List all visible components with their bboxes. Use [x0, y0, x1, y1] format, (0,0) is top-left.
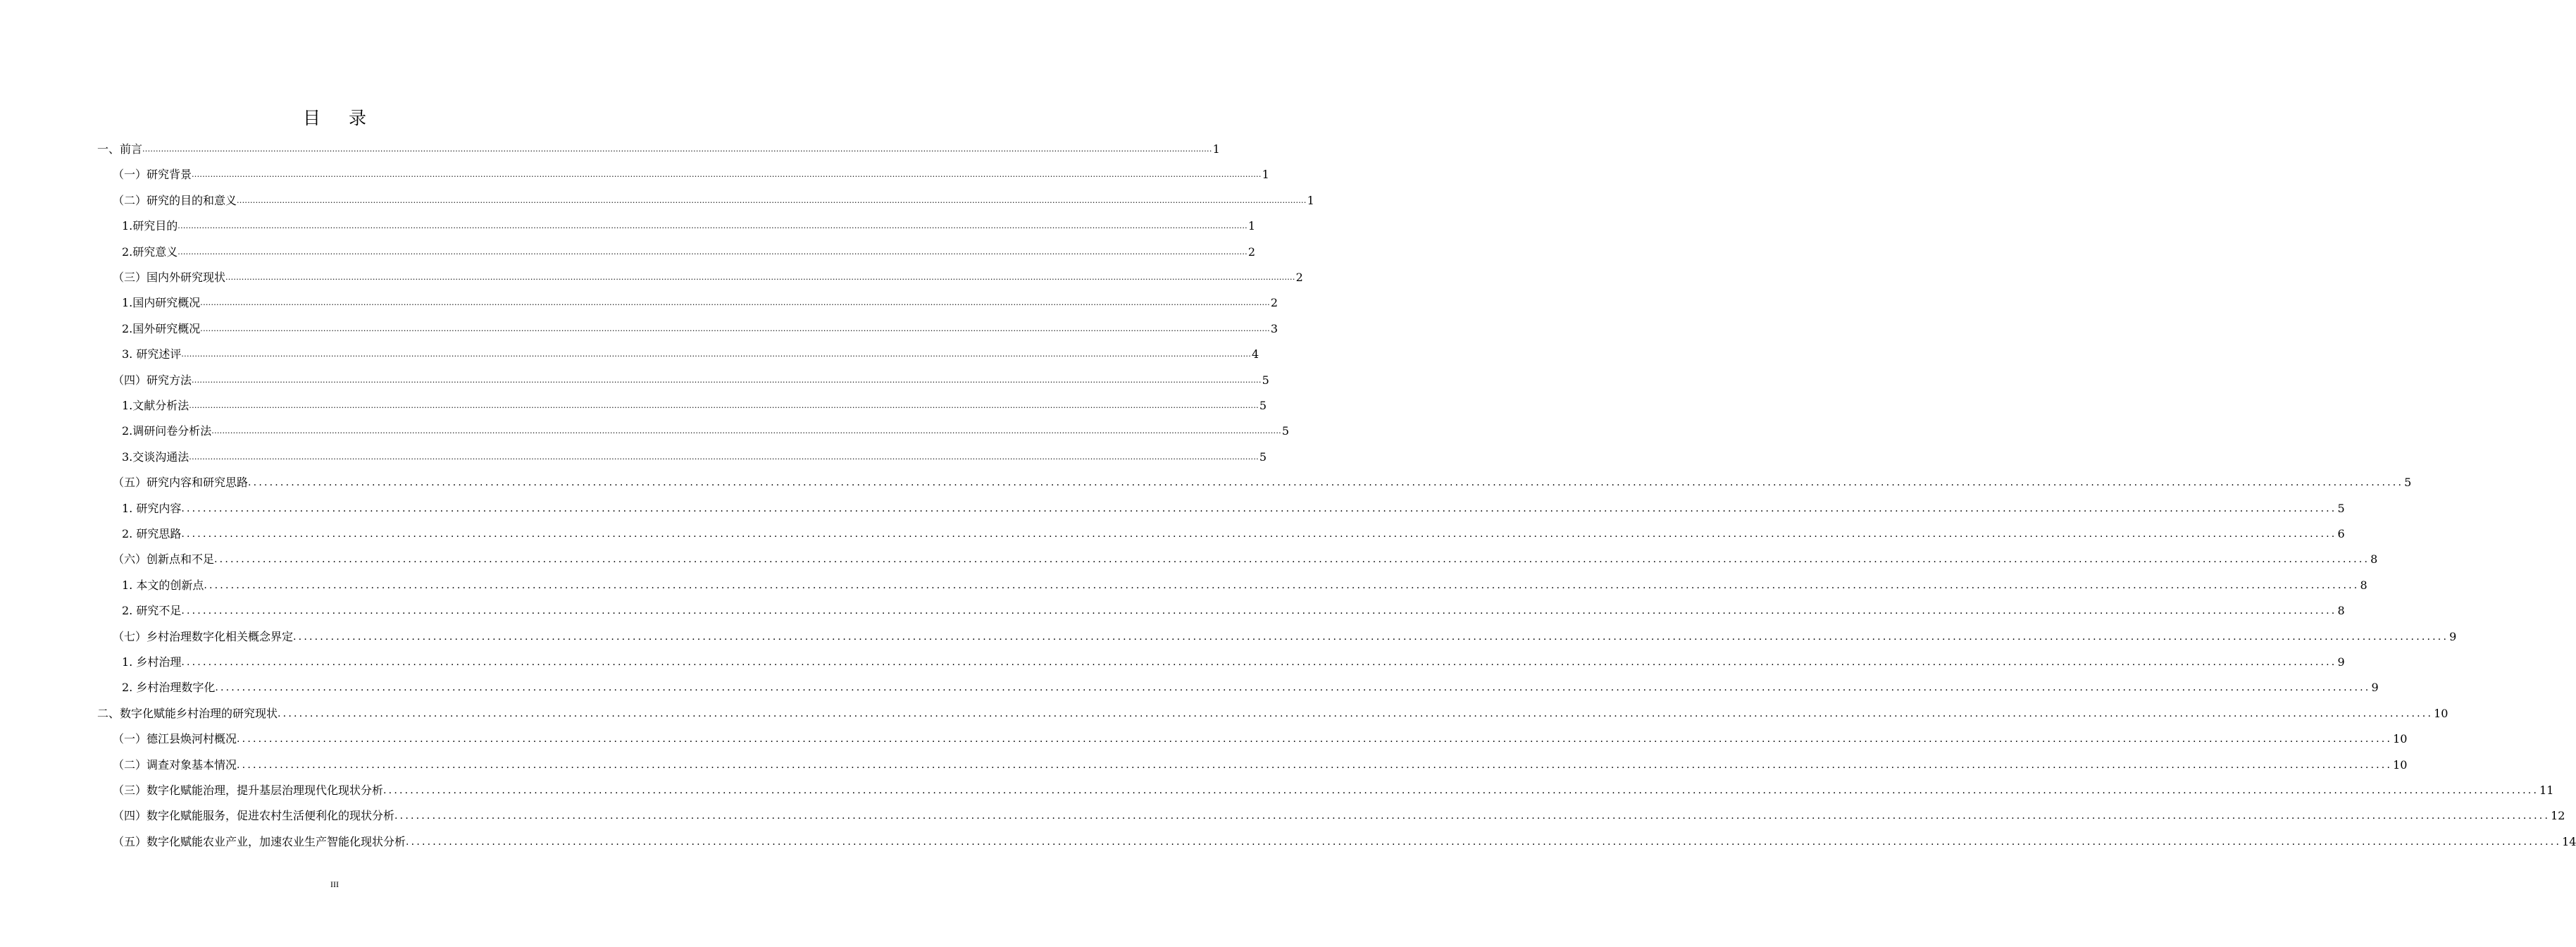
toc-entry-label: 2.调研问卷分析法: [122, 424, 212, 438]
toc-entry-page: 5: [1259, 450, 1267, 464]
toc-entry-page: 5: [2337, 501, 2345, 515]
toc-entry[interactable]: [113, 626, 2457, 644]
toc-entry[interactable]: [122, 318, 1278, 336]
toc-entry-label: 2. 研究不足: [122, 604, 182, 618]
toc-entry[interactable]: [113, 831, 2576, 849]
toc-entry-page: 12: [2551, 809, 2565, 823]
toc-entry-page: 1: [1247, 219, 1256, 233]
toc-entry-label: 3.交谈沟通法: [122, 450, 189, 464]
toc-entry[interactable]: [122, 676, 2379, 695]
toc-leader-dots: ................................................................................................................................................................................................................................................................................................................................................................................................................: [237, 734, 2393, 745]
toc-leader-dots: ................................................................................................................................................................................................................................................................................................................................................................................................................: [181, 605, 2337, 617]
toc-entry[interactable]: [122, 497, 2345, 516]
toc-entry-label: 1.文献分析法: [122, 399, 189, 412]
toc-leader-dots: ................................................................................................................................................................................................................................................................................................................................................................................................................: [189, 452, 1259, 462]
toc-entry-label: 3. 研究述评: [122, 347, 182, 361]
toc-entry-page: 10: [2393, 732, 2408, 746]
toc-entry-page: 5: [1259, 399, 1267, 412]
toc-entry-label: 二、数字化赋能乡村治理的研究现状: [97, 706, 278, 720]
toc-entry[interactable]: [122, 574, 2367, 593]
toc-entry[interactable]: [122, 215, 1256, 233]
toc-leader-dots: ................................................................................................................................................................................................................................................................................................................................................................................................................: [181, 657, 2337, 668]
toc-entry-page: 10: [2434, 706, 2449, 720]
toc-leader-dots: ................................................................................................................................................................................................................................................................................................................................................................................................................: [211, 426, 1281, 436]
toc-leader-dots: ................................................................................................................................................................................................................................................................................................................................................................................................................: [278, 707, 2434, 719]
toc-entry-label: （一）研究背景: [113, 168, 192, 182]
toc-leader-dots: ................................................................................................................................................................................................................................................................................................................................................................................................................: [293, 631, 2449, 643]
toc-leader-dots: ................................................................................................................................................................................................................................................................................................................................................................................................................: [181, 528, 2337, 540]
toc-leader-dots: ................................................................................................................................................................................................................................................................................................................................................................................................................: [406, 836, 2562, 848]
toc-entry-page: 5: [1262, 373, 1269, 387]
page-title: 目 录: [303, 108, 378, 128]
toc-entry-label: （四）研究方法: [113, 373, 192, 387]
toc-entry[interactable]: [122, 600, 2345, 618]
toc-entry-page: 9: [2337, 655, 2345, 669]
toc-entry-label: （三）数字化赋能治理，提升基层治理现代化现状分析: [113, 784, 384, 797]
toc-leader-dots: ................................................................................................................................................................................................................................................................................................................................................................................................................: [189, 401, 1259, 410]
toc-entry[interactable]: [122, 446, 1267, 464]
toc-entry[interactable]: [97, 702, 2449, 721]
toc-entry[interactable]: [122, 241, 1256, 259]
toc-entry-page: 8: [2337, 604, 2345, 618]
toc-leader-dots: ................................................................................................................................................................................................................................................................................................................................................................................................................: [248, 477, 2404, 489]
toc-leader-dots: ................................................................................................................................................................................................................................................................................................................................................................................................................: [178, 221, 1247, 231]
toc-leader-dots: ................................................................................................................................................................................................................................................................................................................................................................................................................: [192, 375, 1262, 385]
toc-entry[interactable]: [113, 190, 1314, 208]
toc-leader-dots: ................................................................................................................................................................................................................................................................................................................................................................................................................: [178, 247, 1247, 256]
toc-entry-page: 11: [2539, 784, 2554, 797]
toc-entry-label: 2. 研究思路: [122, 527, 182, 540]
toc-entry[interactable]: [122, 343, 1259, 361]
toc-entry[interactable]: [122, 523, 2345, 541]
toc-entry-page: 4: [1252, 347, 1259, 361]
toc-entry-label: （一）德江县焕河村概况: [113, 732, 237, 746]
toc-entry[interactable]: [122, 420, 1290, 438]
toc-entry-label: （三）国内外研究现状: [113, 271, 226, 284]
toc-entry-label: 一、前言: [97, 142, 143, 156]
toc-entry-page: 1: [1307, 193, 1314, 207]
toc-entry[interactable]: [113, 805, 2565, 823]
toc-leader-dots: ................................................................................................................................................................................................................................................................................................................................................................................................................: [225, 273, 1295, 282]
toc-entry[interactable]: [113, 266, 1303, 285]
toc-entry-label: （二）调查对象基本情况: [113, 757, 237, 772]
toc-entry[interactable]: [122, 292, 1278, 310]
toc-entry-page: 8: [2370, 552, 2378, 567]
toc-leader-dots: ................................................................................................................................................................................................................................................................................................................................................................................................................: [200, 323, 1270, 333]
toc-entry-label: 2.国外研究概况: [122, 321, 201, 335]
toc-leader-dots: ................................................................................................................................................................................................................................................................................................................................................................................................................: [200, 298, 1270, 308]
toc-entry[interactable]: [113, 163, 1269, 182]
toc-entry-page: 2: [1270, 296, 1278, 310]
toc-entry-label: （二）研究的目的和意义: [113, 193, 237, 207]
toc-entry[interactable]: [113, 369, 1269, 388]
toc-entry[interactable]: [113, 754, 2408, 772]
toc-leader-dots: ................................................................................................................................................................................................................................................................................................................................................................................................................: [142, 144, 1212, 154]
toc-entry-label: （七）乡村治理数字化相关概念界定: [113, 629, 294, 643]
toc-entry-page: 3: [1270, 321, 1278, 335]
toc-entry[interactable]: [97, 138, 1220, 156]
toc-entry-page: 5: [2404, 476, 2412, 490]
toc-entry-label: （四）数字化赋能服务，促进农村生活便利化的现状分析: [113, 809, 395, 823]
toc-leader-dots: ................................................................................................................................................................................................................................................................................................................................................................................................................: [383, 785, 2539, 796]
toc-entry[interactable]: [122, 395, 1267, 413]
toc-leader-dots: ................................................................................................................................................................................................................................................................................................................................................................................................................: [237, 195, 1307, 205]
toc-entry-label: （五）研究内容和研究思路: [113, 476, 249, 490]
toc-leader-dots: ................................................................................................................................................................................................................................................................................................................................................................................................................: [237, 759, 2393, 771]
toc-leader-dots: ................................................................................................................................................................................................................................................................................................................................................................................................................: [181, 349, 1251, 359]
toc-entry-label: 1. 研究内容: [122, 501, 182, 515]
toc-entry-page: 14: [2562, 834, 2576, 848]
toc-entry-label: 1. 乡村治理: [122, 655, 182, 669]
toc-entry-page: 10: [2393, 757, 2408, 772]
toc-entry-label: 1. 本文的创新点: [122, 578, 204, 592]
toc-leader-dots: ................................................................................................................................................................................................................................................................................................................................................................................................................: [214, 554, 2370, 566]
toc-entry-label: 2.研究意义: [122, 245, 178, 259]
toc-entry-label: 1.研究目的: [122, 219, 178, 233]
toc-leader-dots: ................................................................................................................................................................................................................................................................................................................................................................................................................: [204, 579, 2360, 591]
toc-leader-dots: ................................................................................................................................................................................................................................................................................................................................................................................................................: [394, 810, 2551, 822]
toc-entry-label: 1.国内研究概况: [122, 296, 201, 310]
toc-entry-page: 2: [1247, 245, 1256, 259]
page-number: III: [330, 879, 339, 889]
toc-entry[interactable]: [113, 548, 2378, 567]
toc-entry-page: 1: [1262, 168, 1269, 182]
toc-entry-page: 1: [1212, 142, 1220, 156]
toc-entry-page: 6: [2337, 527, 2345, 540]
toc-entry-label: 2. 乡村治理数字化: [122, 681, 216, 695]
toc-entry[interactable]: [113, 471, 2412, 490]
toc-entry[interactable]: [113, 728, 2408, 746]
toc-leader-dots: ................................................................................................................................................................................................................................................................................................................................................................................................................: [192, 170, 1262, 180]
toc-entry-page: 9: [2449, 629, 2457, 643]
toc-entry[interactable]: [122, 651, 2345, 669]
toc-entry-page: 9: [2371, 681, 2379, 695]
toc-entry-label: （六）创新点和不足: [113, 552, 215, 567]
toc-entry-page: 2: [1295, 271, 1303, 284]
toc-leader-dots: ................................................................................................................................................................................................................................................................................................................................................................................................................: [215, 682, 2371, 694]
toc-entry-page: 5: [1281, 424, 1290, 438]
toc-entry-page: 8: [2360, 578, 2367, 592]
toc-leader-dots: ................................................................................................................................................................................................................................................................................................................................................................................................................: [181, 502, 2337, 514]
toc-entry-label: （五）数字化赋能农业产业，加速农业生产智能化现状分析: [113, 834, 406, 848]
toc-entry[interactable]: [113, 779, 2554, 798]
